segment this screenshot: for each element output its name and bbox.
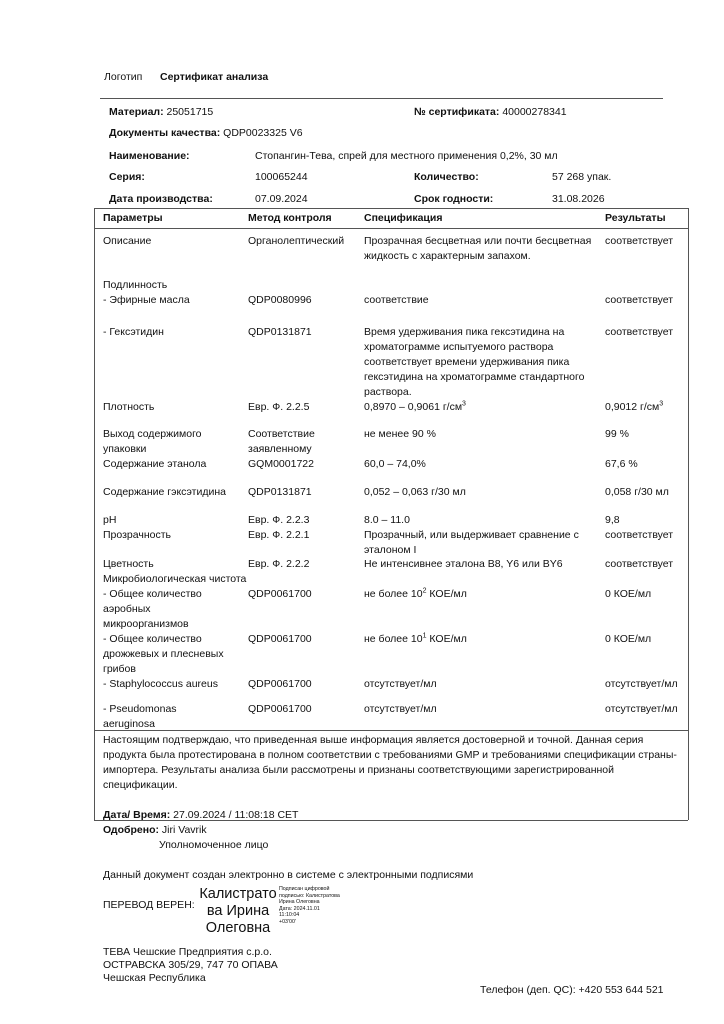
expiry-date-label: Срок годности: <box>414 193 494 205</box>
quality-statement: Настоящим подтверждаю, что приведенная выше информация является достоверной и точной. Данная серия продукта была протестирована в полном соответствии с требованиями GMP и требованиями спецификации страны-импортера. Результаты анализа были рассмотрены и признаны соответствующими зарегистрированной спецификации. <box>103 734 677 791</box>
row-density-spec: 0,8970 – 0,9061 $г/см^3$ <box>364 400 466 413</box>
row-color-spec: Не интенсивнее эталона B8, Y6 или BY6 <box>364 558 563 570</box>
col-header-method: Метод контроля <box>248 212 332 224</box>
company-country: Чешская Республика <box>103 972 206 984</box>
approver-role: Уполномоченное лицо <box>159 839 269 851</box>
series-label: Серия: <box>109 171 145 183</box>
row-clarity-method: Евр. Ф. 2.2.1 <box>248 529 310 541</box>
row-pseudomonas-param: - Pseudomonas aeruginosa <box>103 703 177 730</box>
electronic-signature-note: Данный документ создан электронно в системе с электронными подписями <box>103 869 474 881</box>
row-ph-result: 9,8 <box>605 514 620 526</box>
row-yeast-mold-spec: не более $10^1$ КОЕ/мл <box>364 632 467 645</box>
row-description-spec: Прозрачная бесцветная или почти бесцветная жидкость с характерным запахом. <box>364 235 592 262</box>
row-fill-yield-result: 99 % <box>605 428 629 440</box>
document-title: Сертификат анализа <box>160 71 269 83</box>
row-ethanol-param: Содержание этанола <box>103 458 207 470</box>
row-ethanol-spec: 60,0 – 74,0% <box>364 458 426 470</box>
qc-phone: Телефон (деп. QC): +420 553 644 521 <box>480 984 664 996</box>
row-essential-oils-result: соответствует <box>605 294 674 306</box>
header-divider <box>100 98 663 99</box>
row-staph-method: QDP0061700 <box>248 678 312 690</box>
company-address: ОСТРАВСКА 305/29, 747 70 ОПАВА <box>103 959 278 971</box>
row-yeast-mold-result: 0 КОЕ/мл <box>605 633 652 645</box>
certificate-number-field: № сертификата: 40000278341 <box>414 106 567 118</box>
row-description-param: Описание <box>103 235 152 247</box>
row-hexetidine-content-method: QDP0131871 <box>248 486 312 498</box>
table-left-border <box>94 208 95 820</box>
row-hexetidine-spec: Время удерживания пика гексэтидина на хроматограмме испытуемого раствора соответствует времени удерживания пика гексэтидина на хроматограмме стандартного раствора. <box>364 326 585 398</box>
row-clarity-spec: Прозрачный, или выдерживает сравнение с эталоном I <box>364 529 579 556</box>
logo-placeholder: Логотип <box>104 71 143 83</box>
series-value: 100065244 <box>255 171 308 183</box>
approved-by: Одобрено: Jiri Vavrik <box>103 824 207 836</box>
row-microbiology-section: Микробиологическая чистота <box>103 573 247 585</box>
row-description-method: Органолептический <box>248 235 345 247</box>
row-hexetidine-content-param: Содержание гэксэтидина <box>103 486 226 498</box>
row-fill-yield-spec: не менее 90 % <box>364 428 436 440</box>
production-date-label: Дата производства: <box>109 193 213 205</box>
row-description-result: соответствует <box>605 235 674 247</box>
col-header-parameters: Параметры <box>103 212 163 224</box>
row-clarity-result: соответствует <box>605 529 674 541</box>
production-date-value: 07.09.2024 <box>255 193 308 205</box>
row-aerobic-count-param: - Общее количество аэробных микроорганизмов <box>103 588 202 630</box>
company-name: ТЕВА Чешские Предприятия с.р.о. <box>103 946 272 958</box>
row-aerobic-count-spec: не более $10^2$ КОЕ/мл <box>364 587 467 600</box>
row-pseudomonas-spec: отсутствует/мл <box>364 703 437 715</box>
row-hexetidine-param: - Гексэтидин <box>103 326 164 338</box>
row-aerobic-count-method: QDP0061700 <box>248 588 312 600</box>
row-staph-spec: отсутствует/мл <box>364 678 437 690</box>
digital-signature-stamp: Подписан цифровой подписью: Калистратова Ирина Олеговна Дата: 2024.11.01 11:10:04 +03'00' <box>279 886 340 925</box>
row-ph-method: Евр. Ф. 2.2.3 <box>248 514 310 526</box>
row-density-param: Плотность <box>103 401 155 413</box>
approval-datetime: Дата/ Время: 27.09.2024 / 11:08:18 CET <box>103 809 299 821</box>
row-color-result: соответствует <box>605 558 674 570</box>
translator-name: Калистрато ва Ирина Олеговна <box>199 886 277 936</box>
row-hexetidine-content-spec: 0,052 – 0,063 г/30 мл <box>364 486 466 498</box>
row-hexetidine-result: соответствует <box>605 326 674 338</box>
row-pseudomonas-method: QDP0061700 <box>248 703 312 715</box>
quantity-value: 57 268 упак. <box>552 171 612 183</box>
row-hexetidine-content-result: 0,058 г/30 мл <box>605 486 669 498</box>
expiry-date-value: 31.08.2026 <box>552 193 605 205</box>
row-color-param: Цветность <box>103 558 154 570</box>
col-header-results: Результаты <box>605 212 666 224</box>
row-fill-yield-method: Соответствие заявленному <box>248 428 315 455</box>
row-ethanol-method: GQM0001722 <box>248 458 314 470</box>
quantity-label: Количество: <box>414 171 479 183</box>
row-staph-param: - Staphylococcus aureus <box>103 678 218 690</box>
row-fill-yield-param: Выход содержимого упаковки <box>103 428 202 455</box>
row-color-method: Евр. Ф. 2.2.2 <box>248 558 310 570</box>
row-ph-param: pH <box>103 514 117 526</box>
row-density-method: Евр. Ф. 2.2.5 <box>248 401 310 413</box>
row-ethanol-result: 67,6 % <box>605 458 638 470</box>
row-yeast-mold-method: QDP0061700 <box>248 633 312 645</box>
product-name-value: Стопангин-Тева, спрей для местного применения 0,2%, 30 мл <box>255 150 558 162</box>
row-density-result: 0,9012 $г/см^3$ <box>605 400 664 413</box>
table-header-border <box>94 228 688 229</box>
row-yeast-mold-param: - Общее количество дрожжевых и плесневых грибов <box>103 633 224 675</box>
col-header-specification: Спецификация <box>364 212 443 224</box>
row-identity-section: Подлинность <box>103 279 168 291</box>
table-right-border <box>688 208 689 820</box>
material-field: Материал: 25051715 <box>109 106 214 118</box>
row-aerobic-count-result: 0 КОЕ/мл <box>605 588 652 600</box>
table-top-border <box>94 208 688 209</box>
row-pseudomonas-result: отсутствует/мл <box>605 703 678 715</box>
row-essential-oils-spec: соответствие <box>364 294 429 306</box>
row-staph-result: отсутствует/мл <box>605 678 678 690</box>
row-essential-oils-method: QDP0080996 <box>248 294 312 306</box>
row-clarity-param: Прозрачность <box>103 529 172 541</box>
row-ph-spec: 8.0 – 11.0 <box>364 514 410 526</box>
row-essential-oils-param: - Эфирные масла <box>103 294 190 306</box>
row-hexetidine-method: QDP0131871 <box>248 326 312 338</box>
product-name-label: Наименование: <box>109 150 190 162</box>
translation-label: ПЕРЕВОД ВЕРЕН: <box>103 899 195 911</box>
quality-documents-field: Документы качества: QDP0023325 V6 <box>109 127 303 139</box>
